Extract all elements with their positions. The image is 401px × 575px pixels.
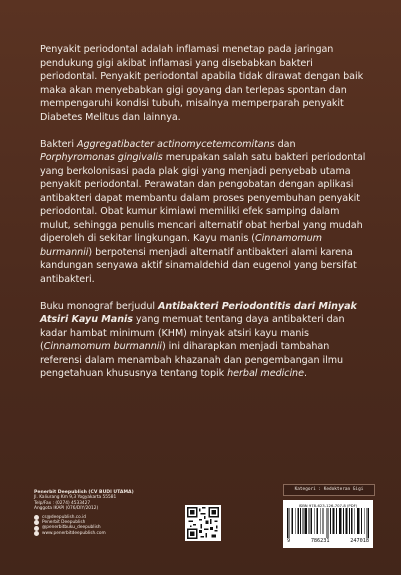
publisher-member: Anggota IKAPI (076/DIY/2012) <box>34 506 99 512</box>
topic-name: herbal medicine <box>227 368 304 379</box>
bacteria-name-2: Porphyromonas gingivalis <box>40 152 163 163</box>
species-name-2: Cinnamomum burmannii <box>43 341 162 352</box>
publisher-info <box>34 490 134 536</box>
footer <box>0 470 401 575</box>
bacteria-name-1: Aggregatibacter actinomycetemcomitans <box>76 138 275 150</box>
publisher-contacts <box>34 515 134 537</box>
book-title: Antibakteri Periodontitis dari Minyak Atsiri Kayu Manis <box>40 300 357 325</box>
instagram-icon <box>34 526 39 531</box>
publisher-phone: Telp/Fax : (0274) 4533427 <box>34 500 91 506</box>
isbn-barcode <box>283 500 373 548</box>
globe-icon <box>34 531 39 536</box>
publisher-website: www.penerbitdeepublish.com <box>42 530 106 536</box>
publisher-address: Jl. Kaliurang Km 9,3 Yogyakarta 55581 <box>34 495 117 501</box>
paragraph-3: Buku monograf berjudul Antibakteri Periodontitis dari Minyak Atsiri Kayu Manis yang memuat tentang daya antibakteri dan kadar hambat minimum (KHM) minyak atsiri kayu manis (Cinnamomum burmannii) ini diharapkan menjadi tambahan referensi dalam menambah khazanah dan pengembangan ilmu pengetahuan khususnya tentang topik herbal medicine. <box>40 300 357 379</box>
barcode-bars <box>287 508 369 538</box>
isbn-text: ISBN 978-623-126-707-8 (PDF) <box>298 503 358 508</box>
publisher-instagram: @penerbitbuku_deepublish <box>42 525 101 531</box>
publisher-email: cs@deepublish.co.id <box>42 514 87 520</box>
blurb-text <box>40 43 368 394</box>
species-name: Cinnamomum burmannii <box>40 233 322 258</box>
paragraph-2: Bakteri Aggregatibacter actinomycetemcomitans dan Porphyromonas gingivalis merupakan salah satu bakteri periodontal yang berkolonisasi pada plak gigi yang menjadi penyebab utama penyakit periodontal. Perawatan dan pengobatan dengan aplikasi antibakteri dapat membantu dalam proses penyembuhan penyakit periodontal. Obat kumur kimiawi memiliki efek samping dalam mulut, sehingga penulis mencari alternatif obat herbal yang mudah diperoleh di sekitar lingkungan. Kayu manis (Cinnamomum burmannii) berpotensi menjadi alternatif antibakteri alami karena kandungan senyawa aktif sinamaldehid dan eugenol yang bersifat antibakteri. <box>40 138 366 285</box>
qr-code <box>185 505 221 541</box>
email-icon <box>34 515 39 520</box>
barcode-number: 9 786231 247018 <box>287 538 369 544</box>
category-label: Kategori : Kedokteran Gigi <box>283 484 375 496</box>
publisher-facebook: Penerbit Deepublish <box>42 520 86 526</box>
paragraph-1: Penyakit periodontal adalah inflamasi menetap pada jaringan pendukung gigi akibat inflamasi yang disebabkan bakteri periodontal. Penyakit periodontal apabila tidak dirawat dengan baik maka akan menyebabkan gigi goyang dan terlepas spontan dan mempengaruhi kondisi tubuh, misalnya memperparah penyakit Diabetes Melitus dan lainnya. <box>40 44 364 123</box>
publisher-name: Penerbit Deepublish (CV BUDI UTAMA) <box>34 490 134 495</box>
